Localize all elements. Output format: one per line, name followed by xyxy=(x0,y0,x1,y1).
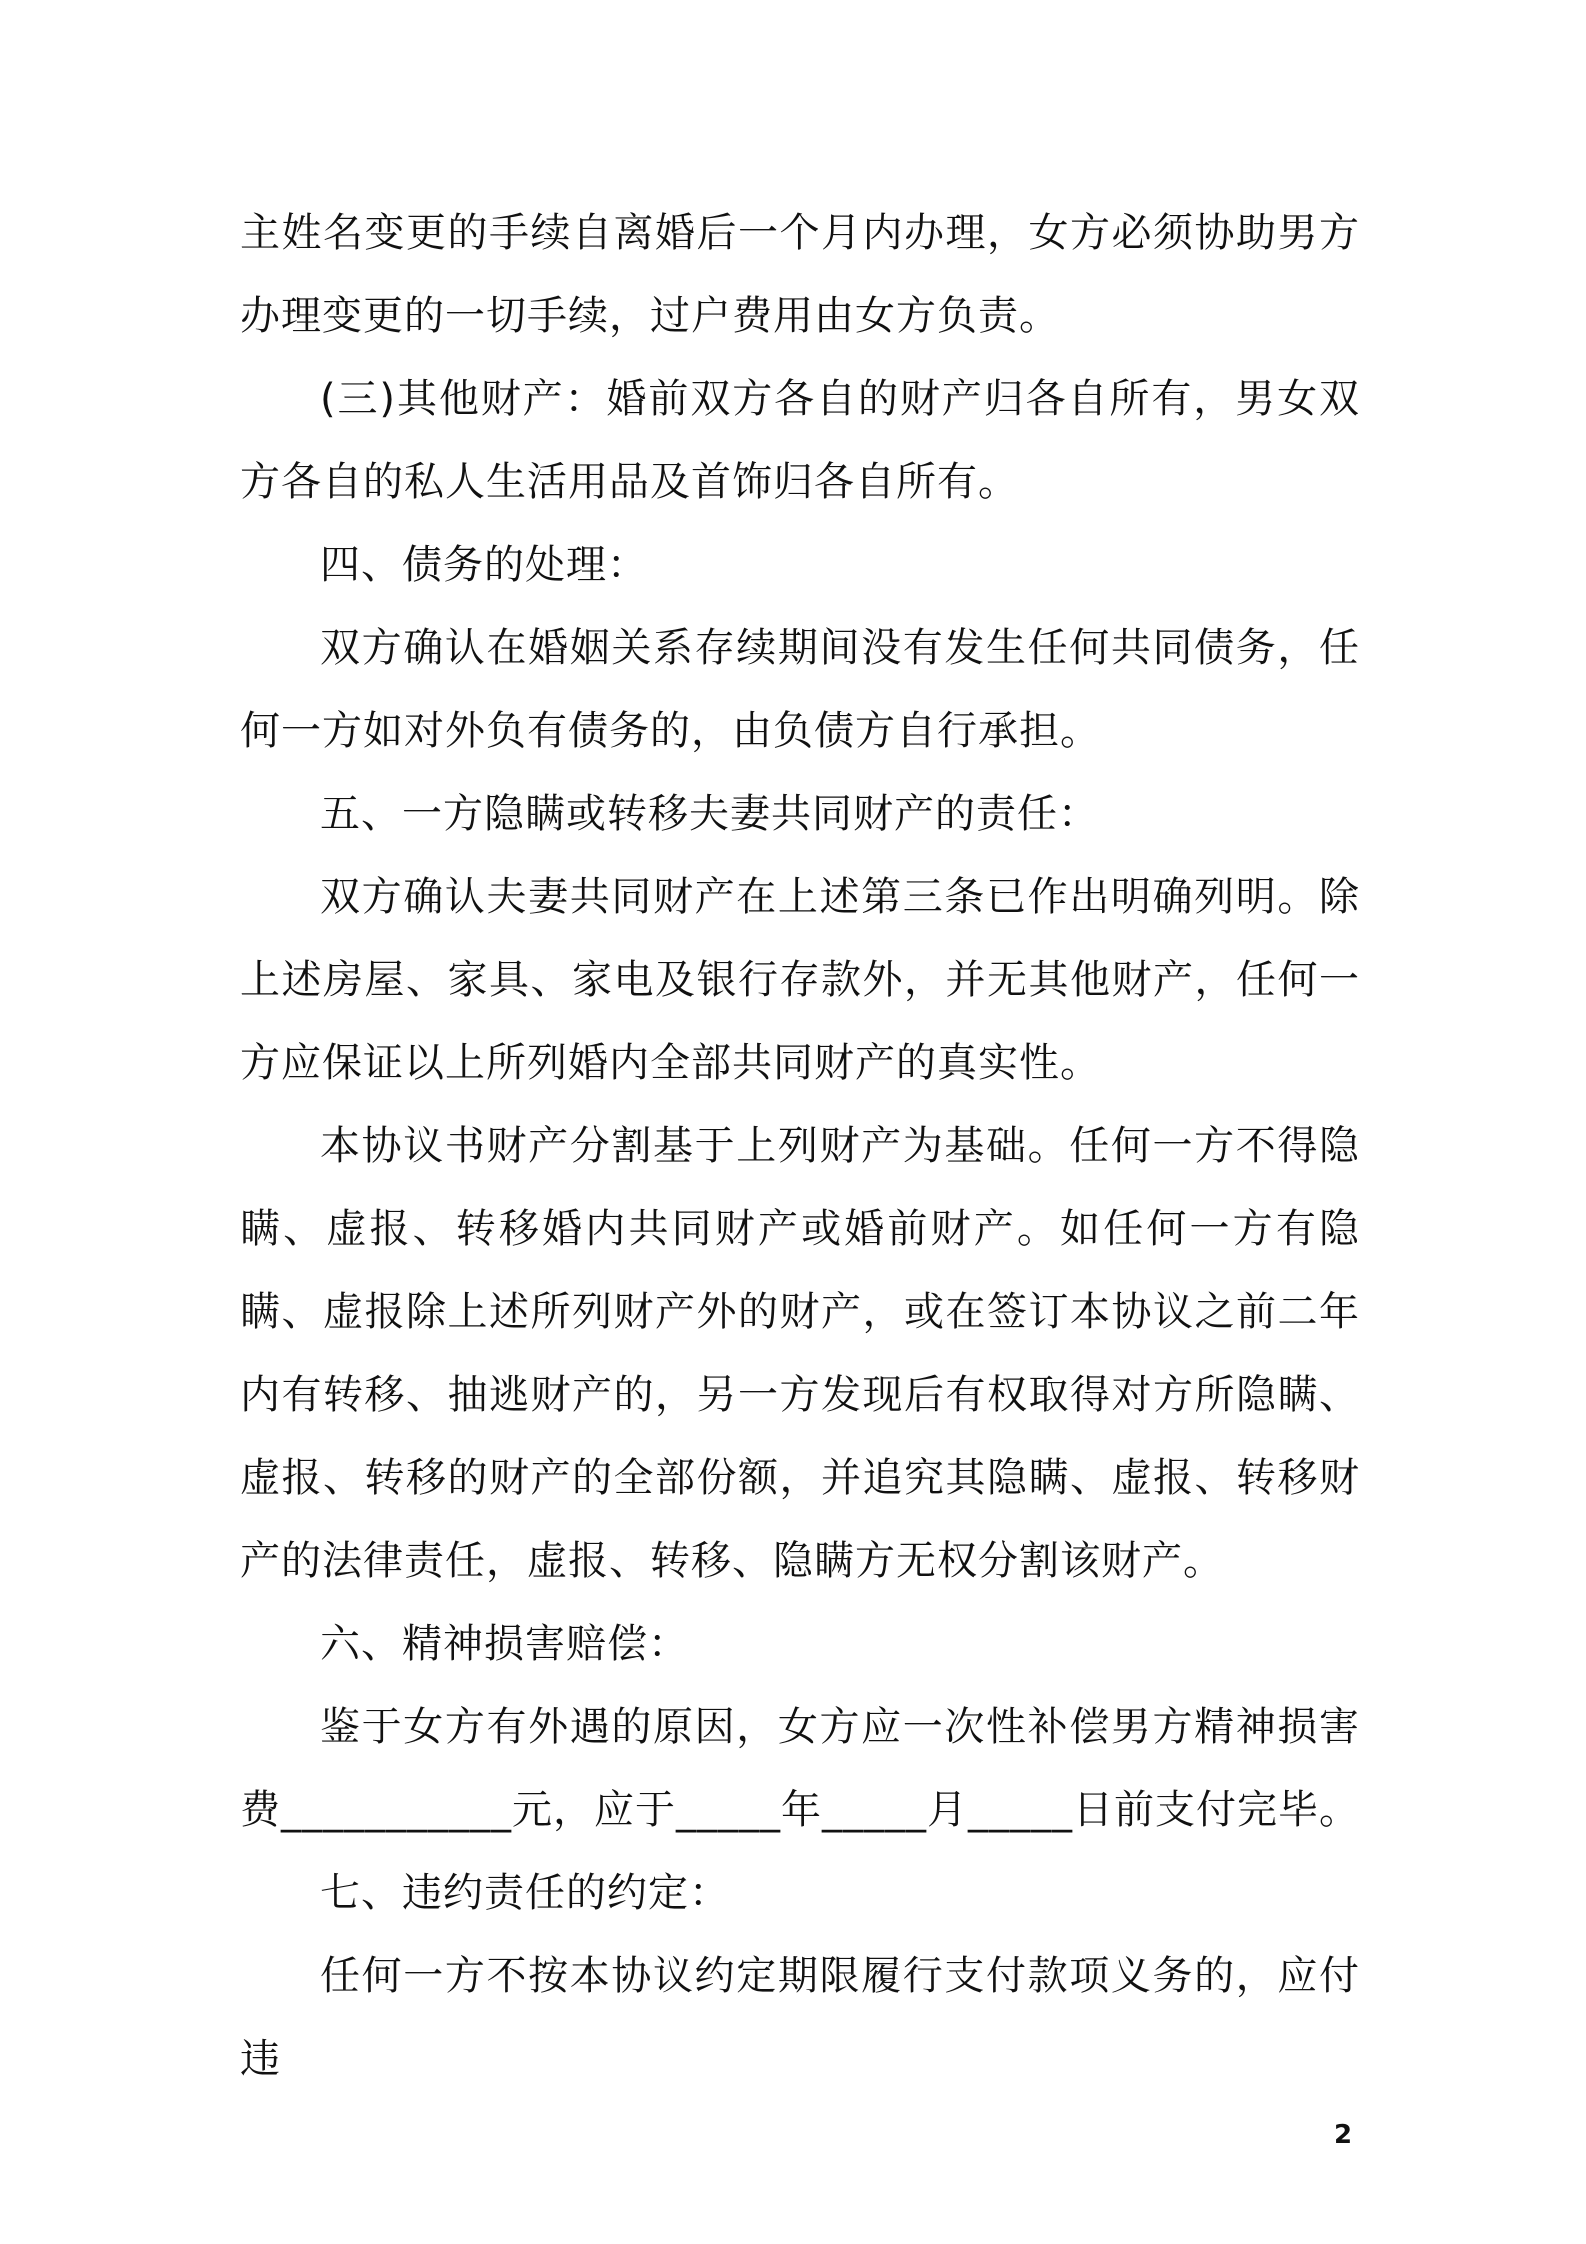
paragraph-debt-confirmation: 双方确认在婚姻关系存续期间没有发生任何共同债务，任何一方如对外负有债务的，由负债方自行承担。 xyxy=(240,625,1360,754)
document-body xyxy=(240,192,1360,2101)
heading-concealment-liability: 五、一方隐瞒或转移夫妻共同财产的责任： xyxy=(320,791,1099,837)
paragraph-joint-property-confirmation: 双方确认夫妻共同财产在上述第三条已作出明确列明。除上述房屋、家具、家电及银行存款外，并无其他财产，任何一方应保证以上所列婚内全部共同财产的真实性。 xyxy=(240,874,1360,1086)
paragraph-property-division-basis: 本协议书财产分割基于上列财产为基础。任何一方不得隐瞒、虚报、转移婚内共同财产或婚前财产。如任何一方有隐瞒、虚报除上述所列财产外的财产，或在签订本协议之前二年内有转移、抽逃财产的，另一方发现后有权取得对方所隐瞒、虚报、转移的财产的全部份额，并追究其隐瞒、虚报、转移财产的法律责任，虚报、转移、隐瞒方无权分割该财产。 xyxy=(240,1123,1360,1584)
paragraph-vehicle-transfer: 主姓名变更的手续自离婚后一个月内办理，女方必须协助男方办理变更的一切手续，过户费用由女方负责。 xyxy=(240,210,1360,339)
paragraph-breach-terms: 任何一方不按本协议约定期限履行支付款项义务的，应付违 xyxy=(240,1953,1360,2082)
paragraph-compensation-terms: 鉴于女方有外遇的原因，女方应一次性补偿男方精神损害费___________元，应于_____年_____月_____日前支付完毕。 xyxy=(240,1704,1360,1833)
heading-debt-handling: 四、债务的处理： xyxy=(320,542,648,588)
paragraph-other-property: (三)其他财产：婚前双方各自的财产归各自所有，男女双方各自的私人生活用品及首饰归各自所有。 xyxy=(240,376,1360,505)
heading-breach-liability: 七、违约责任的约定： xyxy=(320,1870,730,1916)
page-number: 2 xyxy=(1334,2120,1353,2150)
heading-mental-damage-compensation: 六、精神损害赔偿： xyxy=(320,1621,689,1667)
